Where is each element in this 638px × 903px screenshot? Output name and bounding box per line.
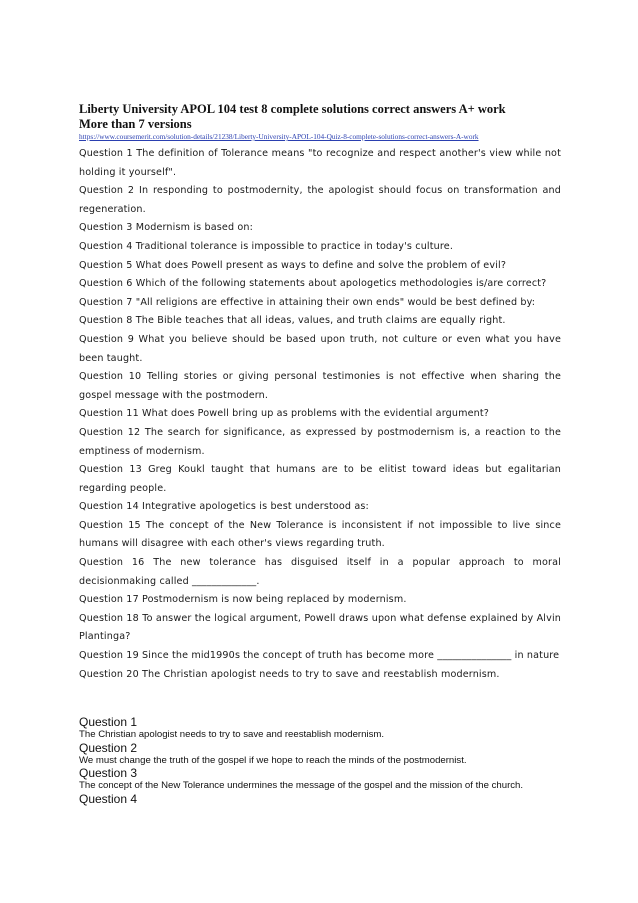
source-link[interactable]: https://www.coursemerit.com/solution-details/21238/Liberty-University-APOL-104-Quiz-8-complete-solutions-correct-answers-A-work <box>79 132 479 141</box>
question-item: Question 3 Modernism is based on: <box>79 222 254 234</box>
answer-list <box>79 715 561 806</box>
question-item: Question 13 Greg Koukl taught that humans are to be elitist toward ideas but egalitarian regarding people. <box>79 464 561 494</box>
question-item: Question 14 Integrative apologetics is best understood as: <box>79 501 369 513</box>
question-item: Question 10 Telling stories or giving personal testimonies is not effective when sharing the gospel message with the postmodern. <box>79 371 561 401</box>
question-item: Question 11 What does Powell bring up as problems with the evidential argument? <box>79 408 490 420</box>
question-item: Question 20 The Christian apologist needs to try to save and reestablish modernism. <box>79 668 500 680</box>
answer-block <box>79 741 561 767</box>
answer-text: We must change the truth of the gospel if we hope to reach the minds of the postmodernist. <box>79 754 467 766</box>
question-item: Question 8 The Bible teaches that all ideas, values, and truth claims are equally right. <box>79 315 506 327</box>
question-item: Question 4 Traditional tolerance is impossible to practice in today's culture. <box>79 240 454 252</box>
answer-heading: Question 3 <box>79 766 138 780</box>
answer-text: The Christian apologist needs to try to save and reestablish modernism. <box>79 729 385 740</box>
document-subtitle: More than 7 versions <box>79 116 192 131</box>
answer-heading: Question 1 <box>79 715 138 729</box>
answer-heading: Question 2 <box>79 740 138 755</box>
question-item: Question 5 What does Powell present as ways to define and solve the problem of evil? <box>79 259 507 271</box>
question-item: Question 15 The concept of the New Tolerance is inconsistent if not impossible to live since humans will disagree with each other's views regarding truth. <box>79 519 561 550</box>
question-item: Question 9 What you believe should be based upon truth, not culture or even what you have been taught. <box>79 333 561 364</box>
answer-block <box>79 792 561 806</box>
question-item: Question 18 To answer the logical argument, Powell draws upon what defense explained by Alvin Plantinga? <box>79 612 561 643</box>
answer-block <box>79 715 561 741</box>
answer-heading: Question 4 <box>79 791 138 806</box>
question-item: Question 2 In responding to postmodernity, the apologist should focus on transformation and regeneration. <box>79 185 561 215</box>
document-title: Liberty University APOL 104 test 8 complete solutions correct answers A+ work <box>79 102 506 116</box>
question-list <box>79 145 561 684</box>
question-item: Question 19 Since the mid1990s the concept of truth has become more _______________ in nature <box>79 650 560 662</box>
question-item: Question 6 Which of the following statements about apologetics methodologies is/are correct? <box>79 278 547 290</box>
question-item: Question 16 The new tolerance has disguised itself in a popular approach to moral decisionmaking called _____________. <box>79 557 561 587</box>
question-item: Question 1 The definition of Tolerance means "to recognize and respect another's view while not holding it yourself". <box>79 148 561 178</box>
question-item: Question 12 The search for significance, as expressed by postmodernism is, a reaction to the emptiness of modernism. <box>79 426 561 457</box>
document-header <box>79 102 579 142</box>
question-item: Question 17 Postmodernism is now being replaced by modernism. <box>79 594 407 606</box>
question-item: Question 7 "All religions are effective in attaining their own ends" would be best defined by: <box>79 296 536 308</box>
answer-text: The concept of the New Tolerance undermines the message of the gospel and the mission of the church. <box>79 780 524 791</box>
answer-block <box>79 766 561 792</box>
